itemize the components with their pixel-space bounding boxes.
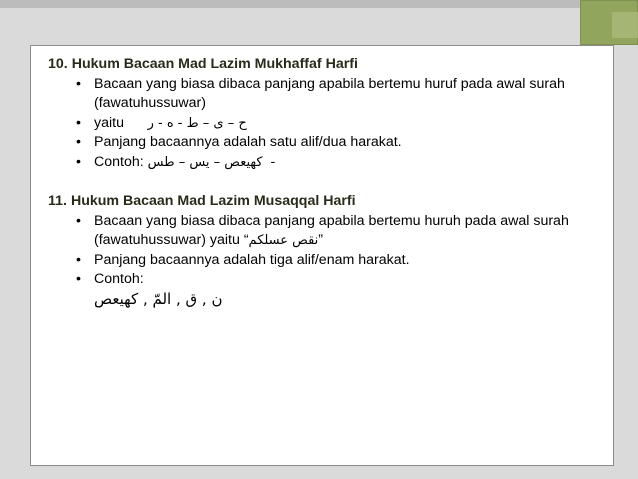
bullet-suffix: ” [318, 232, 324, 248]
list-item [76, 251, 600, 271]
section-title: Hukum Bacaan Mad Lazim Mukhaffaf Harfi [71, 56, 358, 72]
bullet-text: Bacaan yang biasa dibaca panjang apabila bertemu huruf pada awal surah (fawatuhussuwar) [94, 75, 565, 111]
arabic-example-line [40, 290, 600, 310]
bullet-prefix: yaitu [94, 114, 124, 131]
slide-text [40, 55, 600, 309]
bullet-suffix: - [270, 153, 276, 170]
arabic-example: كهيعص – يس – طس [147, 154, 263, 170]
section-title: Hukum Bacaan Mad Lazim Musaqqal Harfi [70, 193, 356, 209]
list-item [76, 114, 600, 134]
corner-decoration-inner [612, 12, 638, 38]
arabic-letters: نقص عسلكم [248, 233, 319, 248]
arabic-example: ن , ق , المّ , كهيعص [94, 289, 223, 308]
arabic-letters: ح – ى – ط - ه - ر [147, 115, 247, 131]
section-number: 10. [48, 56, 68, 72]
list-item [76, 212, 600, 251]
top-band [0, 0, 638, 8]
list-item [76, 153, 600, 173]
bullet-text: Panjang bacaannya adalah tiga alif/enam harakat. [94, 251, 410, 268]
section-heading-11 [40, 192, 600, 212]
section-heading-10 [40, 55, 600, 75]
bullet-prefix: Contoh: [94, 153, 144, 170]
bullet-prefix: Contoh: [94, 271, 144, 287]
bullet-text: Bacaan yang biasa dibaca panjang apabila bertemu huruh pada awal surah (fawatuhussuwar) yaitu “ [94, 212, 569, 248]
bullet-text: Panjang bacaannya adalah satu alif/dua harakat. [94, 134, 402, 150]
list-item [76, 133, 600, 153]
list-item [76, 75, 600, 114]
list-item [76, 270, 600, 290]
section-10-list [40, 75, 600, 173]
section-11-list [40, 212, 600, 290]
section-number: 11. [48, 193, 67, 209]
